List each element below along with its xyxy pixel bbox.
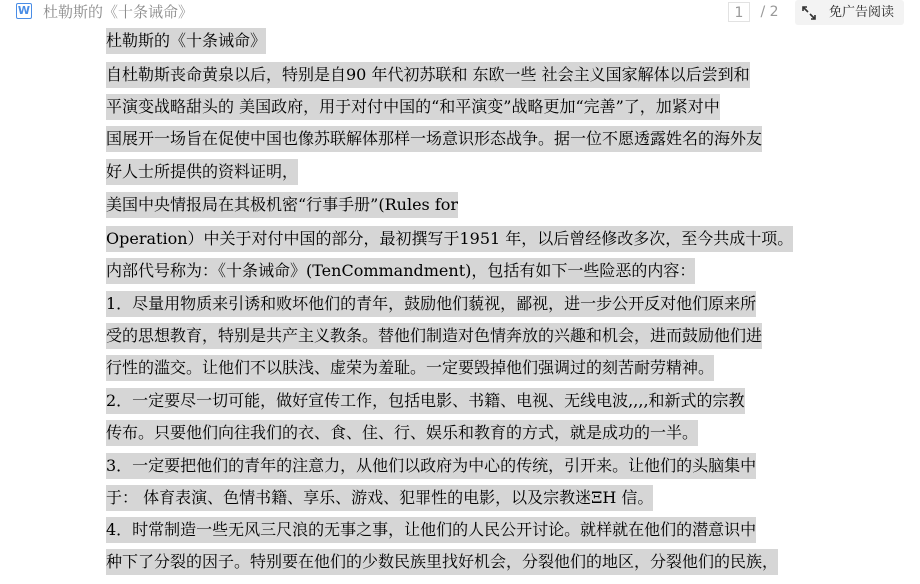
text-line: 自杜勒斯丧命黄泉以后，特别是自90 年代初苏联和 东欧一些 社会主义国家解体以后尝到和 bbox=[106, 62, 750, 88]
text-line: 杜勒斯的《十条诫命》 bbox=[106, 28, 266, 54]
ad-free-reading-label: 免广告阅读 bbox=[829, 5, 895, 20]
current-page-input[interactable]: 1 bbox=[728, 2, 750, 22]
text-line: Operation）中关于对付中国的部分，最初撰写于1951 年，以后曾经修改多次，至今共成十项。 bbox=[106, 226, 793, 252]
expand-icon bbox=[802, 6, 816, 20]
ad-free-reading-button[interactable] bbox=[795, 0, 904, 25]
text-line: 行性的滥交。让他们不以肤浅、虚荣为羞耻。一定要毁掉他们强调过的刻苦耐劳精神。 bbox=[106, 355, 714, 381]
page-total-label: / 2 bbox=[760, 4, 779, 20]
document-title: 杜勒斯的《十条诫命》 bbox=[43, 3, 194, 21]
text-line: 3．一定要把他们的青年的注意力，从他们以政府为中心的传统，引开来。让他们的头脑集中 bbox=[106, 453, 756, 479]
text-line: 1．尽量用物质来引诱和败坏他们的青年，鼓励他们藐视，鄙视，进一步公开反对他们原来所 bbox=[106, 291, 756, 317]
text-line: 种下了分裂的因子。特别要在他们的少数民族里找好机会，分裂他们的地区，分裂他们的民族， bbox=[106, 549, 778, 575]
text-line: 国展开一场旨在促使中国也像苏联解体那样一场意识形态战争。据一位不愿透露姓名的海外友 bbox=[106, 126, 762, 152]
text-line: 好人士所提供的资料证明， bbox=[106, 159, 298, 185]
text-line: 内部代号称为：《十条诫命》(TenCommandment)，包括有如下一些险恶的内容： bbox=[106, 258, 695, 284]
text-line: 4．时常制造一些无风三尺浪的无事之事，让他们的人民公开讨论。就样就在他们的潜意识中 bbox=[106, 517, 756, 543]
text-line: 2．一定要尽一切可能，做好宣传工作，包括电影、书籍、电视、无线电波,,,,和新式的宗教 bbox=[106, 388, 745, 414]
word-document-icon: W bbox=[17, 4, 31, 17]
page-indicator bbox=[728, 1, 779, 23]
text-line: 平演变战略甜头的 美国政府，用于对付中国的“和平演变”战略更加“完善”了，加紧对中 bbox=[106, 94, 720, 120]
text-line: 传布。只要他们向往我们的衣、食、住、行、娱乐和教育的方式，就是成功的一半。 bbox=[106, 420, 698, 446]
text-line: 于： 体育表演、色情书籍、享乐、游戏、犯罪性的电影，以及宗教迷ΞH 信。 bbox=[106, 485, 653, 511]
text-line: 受的思想教育，特别是共产主义教条。替他们制造对色情奔放的兴趣和机会，进而鼓励他们进 bbox=[106, 323, 762, 349]
top-bar bbox=[0, 0, 920, 26]
text-line: 美国中央情报局在其极机密“行事手册”(Rules for bbox=[106, 192, 458, 218]
